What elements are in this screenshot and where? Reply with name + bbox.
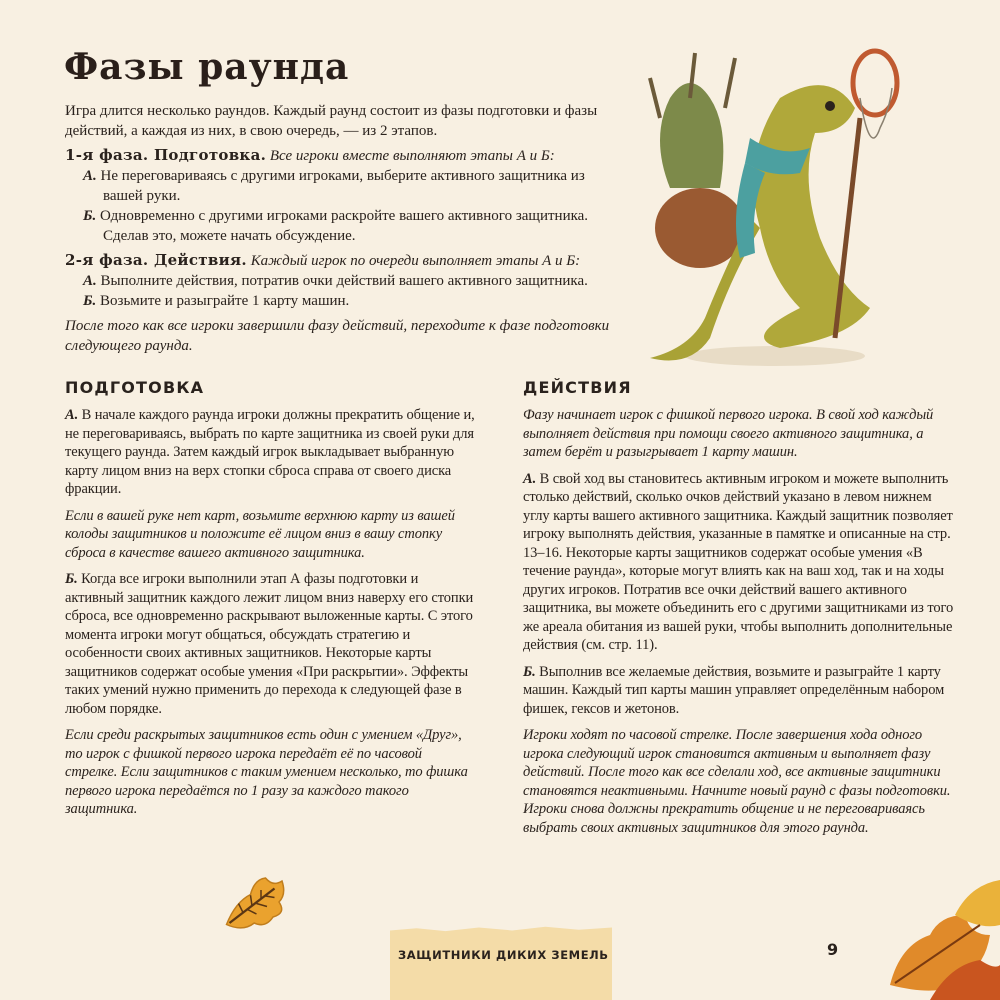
preparation-step-a [65,406,477,499]
step-label: А. [83,273,97,289]
page-body [65,101,955,837]
step-text: В начале каждого раунда игроки должны прекратить общение и, не переговариваясь, выбрать по карте защитника из своей руки для текущего раунда. Затем каждый игрок выкладывает выбранную карту лицом вниз на верх стопки сброса справа от своего диска фракции. [65,407,475,497]
step-label: А. [83,168,97,184]
footer-book-title: ЗАЩИТНИКИ ДИКИХ ЗЕМЕЛЬ [398,948,609,962]
step-text: Не переговариваясь с другими игроками, выберите активного защитника из вашей руки. [100,168,585,204]
step-text: Выполнив все желаемые действия, возьмите и разыграйте 1 карту машин. Каждый тип карты машин управляет определённым набором фишек, гексов и жетонов. [523,663,945,717]
intro-text: Игра длится несколько раундов. Каждый раунд состоит из фазы подготовки и фазы действий, а каждая из них, в свою очередь, — из 2 этапов. [65,103,598,139]
actions-step-b [523,663,955,719]
oak-leaf-icon [215,872,295,932]
phase-1-step-b [65,206,625,246]
footer-tab [390,926,612,1000]
phase-2-subtitle: Каждый игрок по очереди выполняет этапы А и Б: [250,253,581,269]
outro-note: После того как все игроки завершили фазу действий, переходите к фазе подготовки следующего раунда. [65,318,610,354]
step-text: Одновременно с другими игроками раскройте вашего активного защитника. Сделав это, можете начать обсуждение. [100,208,589,244]
actions-intro: Фазу начинает игрок с фишкой первого игрока. В свой ход каждый выполняет действия при помощи своего активного защитника, а затем берёт и разыгрывает 1 карту машин. [523,407,934,460]
phase-2-step-b [65,291,625,311]
step-label: Б. [65,571,78,587]
step-text: В свой ход вы становитесь активным игроком и можете выполнить столько действий, сколько очков действий указано в левом нижнем углу карты вашего активного защитника. Каждый защитник позволяет игроку выполнять действия, указанные в памятке и описанные на стр. 13–16. Некоторые карты защитников содержат особые умения «В течение раунда», которые могут влиять как на ваш ход, так и на ходы других игроков. Потратив все очки действий вашего активного защитника, вы можете объединить его с другими защитниками из того же ареала обитания из вашей руки, чтобы выполнить дополнительные действия (см. стр. 11). [523,470,954,653]
phase-1-subtitle: Все игроки вместе выполняют этапы А и Б: [269,148,555,164]
step-text: Когда все игроки выполнили этап А фазы подготовки и активный защитник каждого лежит лицом вниз наверху его стопки сброса, все одновременно раскрывают выложенные карты. С этого момента игроки могут общаться, обсуждать стратегию и особенности своих активных защитников. Некоторые карты защитников содержат особые умения «При раскрытии». Эффекты таких умений нужно применить до перехода к следующей фазе в любом порядке. [65,571,474,717]
step-text: Выполните действия, потратив очки действий вашего активного защитника. [100,273,588,289]
autumn-leaves-decoration [870,875,1000,1000]
step-text: Возьмите и разыграйте 1 карту машин. [100,293,350,309]
actions-heading: ДЕЙСТВИЯ [523,378,632,397]
preparation-step-b [65,570,477,718]
phase-2-heading: 2-я фаза. Действия. [65,251,247,269]
step-label: Б. [83,208,97,224]
actions-step-a [523,470,955,655]
step-label: А. [65,407,79,423]
phase-2 [65,250,625,311]
columns [65,378,955,837]
preparation-section [65,378,477,837]
preparation-heading: ПОДГОТОВКА [65,378,205,397]
phase-1 [65,145,625,246]
actions-section [523,378,955,837]
phase-2-step-a [65,271,625,291]
phase-1-step-a [65,166,625,206]
step-label: Б. [523,663,536,680]
phase-1-heading: 1-я фаза. Подготовка. [65,146,267,164]
step-label: Б. [83,293,97,309]
intro-section [65,101,625,356]
page-number: 9 [827,940,839,959]
preparation-note-1: Если в вашей руке нет карт, возьмите верхнюю карту из вашей колоды защитников и положите её лицом вниз в вашу стопку сброса в качестве вашего активного защитника. [65,507,455,561]
actions-note: Игроки ходят по часовой стрелке. После завершения хода одного игрока следующий игрок становится активным и выполняет фазу действий. После того как все сделали ход, все активные защитники становятся неактивными. Начните новый раунд с фазы подготовки. Игроки снова должны прекратить общение и не переговариваясь выбрать своих активных защитников для этого раунда. [523,727,951,836]
preparation-note-2: Если среди раскрытых защитников есть один с умением «Друг», то игрок с фишкой первого игрока передаёт её по часовой стрелке. Если защитников с таким умением несколько, то фишка первого игрока передаётся по 1 разу за каждого такого защитника. [65,727,468,817]
step-label: А. [523,470,537,487]
page-title: Фазы раунда [64,46,350,88]
